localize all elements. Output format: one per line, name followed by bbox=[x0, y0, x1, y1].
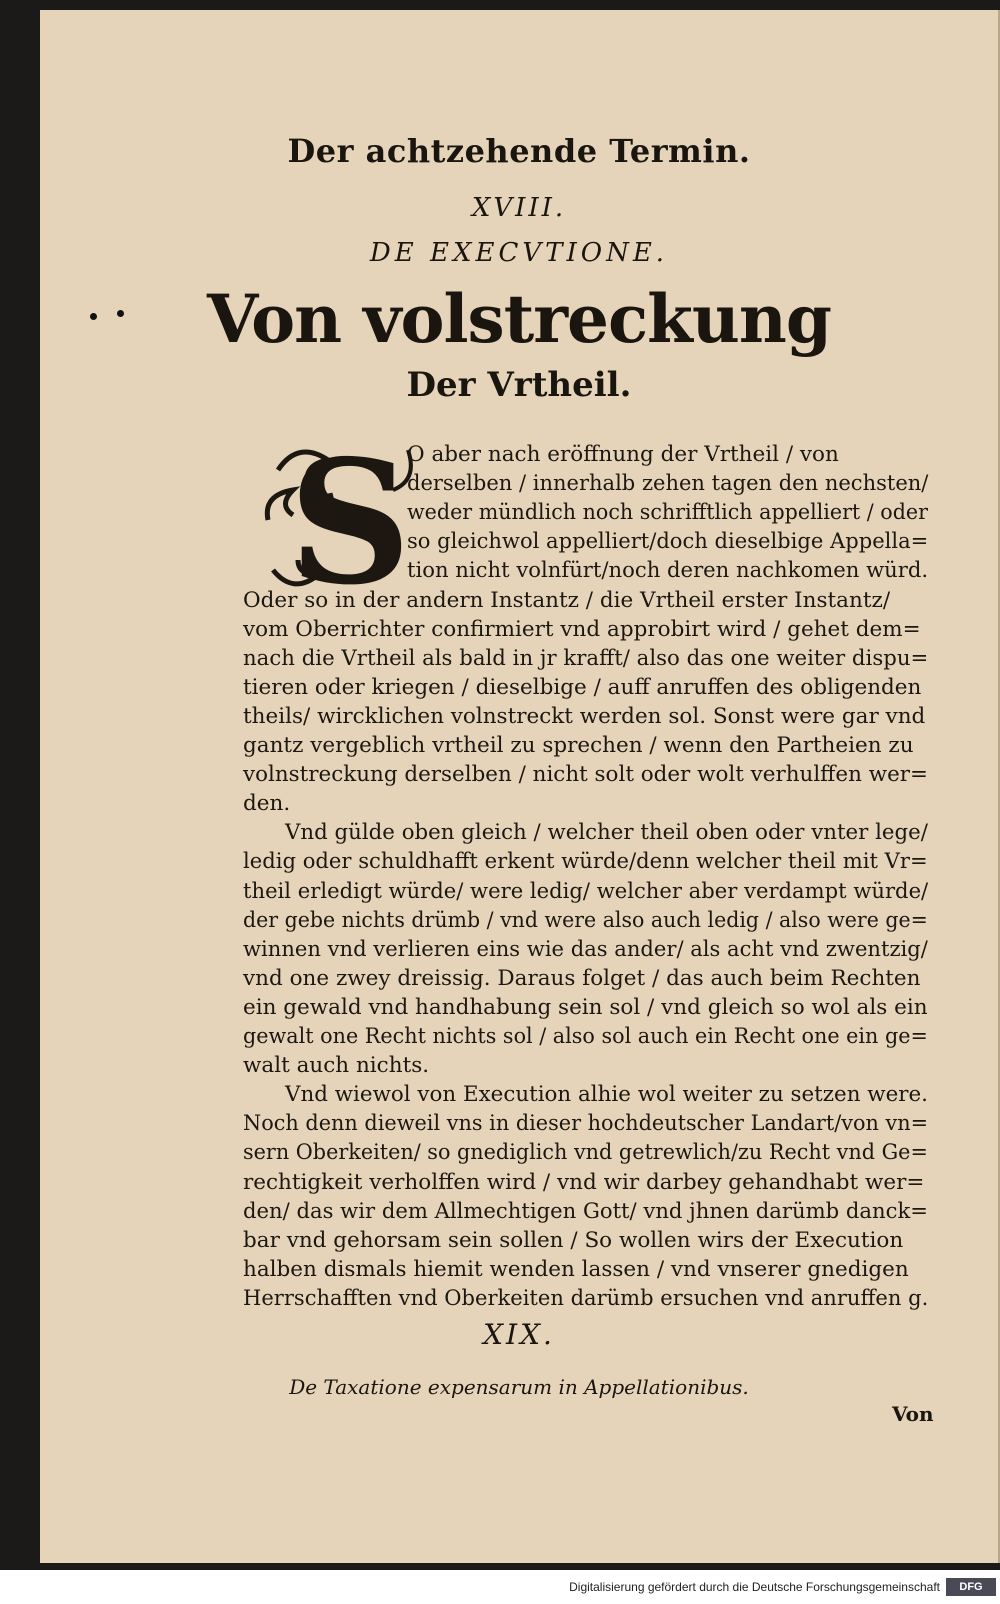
chapter-title: Von volstreckung bbox=[206, 280, 832, 358]
dfg-logo: DFG bbox=[946, 1578, 996, 1596]
margin-dot bbox=[90, 313, 97, 320]
running-title: Der achtzehende Termin. bbox=[287, 132, 751, 170]
body-line: ein gewald vnd handhabung sein sol / vnd gleich so wol als ein bbox=[243, 994, 928, 1020]
margin-dot bbox=[117, 310, 124, 317]
next-section-number: XIX. bbox=[483, 1318, 555, 1351]
body-line: sern Oberkeiten/ so gnediglich vnd getrewlich/zu Recht vnd Ge= bbox=[243, 1140, 928, 1166]
chapter-subtitle: Der Vrtheil. bbox=[406, 365, 632, 405]
body-line: den. bbox=[243, 791, 291, 817]
catchword: Von bbox=[892, 1402, 934, 1426]
body-line: weder mündlich noch schrifftlich appelliert / oder bbox=[407, 500, 928, 526]
body-line: nach die Vrtheil als bald in jr krafft/ also das one weiter dispu= bbox=[243, 645, 929, 671]
body-line: derselben / innerhalb zehen tagen den nechsten/ bbox=[407, 471, 929, 497]
book-page bbox=[40, 10, 1000, 1563]
body-line: der gebe nichts drümb / vnd were also auch ledig / also were ge= bbox=[243, 907, 928, 933]
latin-heading: DE EXECVTIONE. bbox=[369, 238, 669, 268]
body-line: theil erledigt würde/ were ledig/ welcher aber verdampt würde/ bbox=[243, 878, 929, 904]
body-line: vom Oberrichter confirmiert vnd approbirt wird / gehet dem= bbox=[243, 616, 921, 642]
body-line: Herrschafften vnd Oberkeiten darümb ersuchen vnd anruffen g. bbox=[243, 1285, 929, 1311]
body-line: Vnd gülde oben gleich / welcher theil oben oder vnter lege/ bbox=[285, 820, 928, 846]
body-line: bar vnd gehorsam sein sollen / So wollen wirs der Execution bbox=[243, 1227, 904, 1253]
body-line: vnd one zwey dreissig. Daraus folget / das auch beim Rechten bbox=[243, 965, 921, 991]
body-line: winnen vnd verlieren eins wie das ander/ als acht vnd zwentzig/ bbox=[243, 936, 928, 962]
drop-cap: S bbox=[288, 430, 412, 602]
body-line: ledig oder schuldhafft erkent würde/denn welcher theil mit Vr= bbox=[243, 849, 928, 875]
body-line: theils/ wircklichen volnstreckt werden sol. Sonst were gar vnd bbox=[243, 703, 926, 729]
body-line: O aber nach eröffnung der Vrtheil / von bbox=[407, 442, 839, 467]
footer-credit: Digitalisierung gefördert durch die Deutsche Forschungsgemeinschaft bbox=[569, 1580, 940, 1594]
body-line: tieren oder kriegen / dieselbige / auff anruffen des obligenden bbox=[243, 674, 922, 700]
body-line: volnstreckung derselben / nicht solt oder wolt verhulffen wer= bbox=[243, 762, 928, 788]
next-section-heading: De Taxatione expensarum in Appellationibus. bbox=[289, 1375, 749, 1399]
body-line: Noch denn dieweil vns in dieser hochdeutscher Landart/von vn= bbox=[243, 1111, 929, 1137]
body-line: rechtigkeit verholffen wird / vnd wir darbey gehandhabt wer= bbox=[243, 1169, 925, 1195]
body-line: Oder so in der andern Instantz / die Vrtheil erster Instantz/ bbox=[243, 587, 891, 613]
body-line: walt auch nichts. bbox=[243, 1053, 430, 1079]
body-line: halben dismals hiemit wenden lassen / vnd vnserer gnedigen bbox=[243, 1256, 909, 1282]
section-number: XVIII. bbox=[471, 193, 567, 223]
body-line: gewalt one Recht nichts sol / also sol auch ein Recht one ein ge= bbox=[243, 1024, 928, 1049]
body-line: gantz vergeblich vrtheil zu sprechen / wenn den Partheien zu bbox=[243, 733, 914, 758]
body-line: tion nicht volnfürt/noch deren nachkomen würd. bbox=[407, 558, 929, 584]
body-line: so gleichwol appelliert/doch dieselbige Appella= bbox=[407, 529, 929, 555]
body-line: Vnd wiewol von Execution alhie wol weiter zu setzen were. bbox=[285, 1082, 928, 1108]
body-line: den/ das wir dem Allmechtigen Gott/ vnd jhnen darümb danck= bbox=[243, 1198, 928, 1224]
